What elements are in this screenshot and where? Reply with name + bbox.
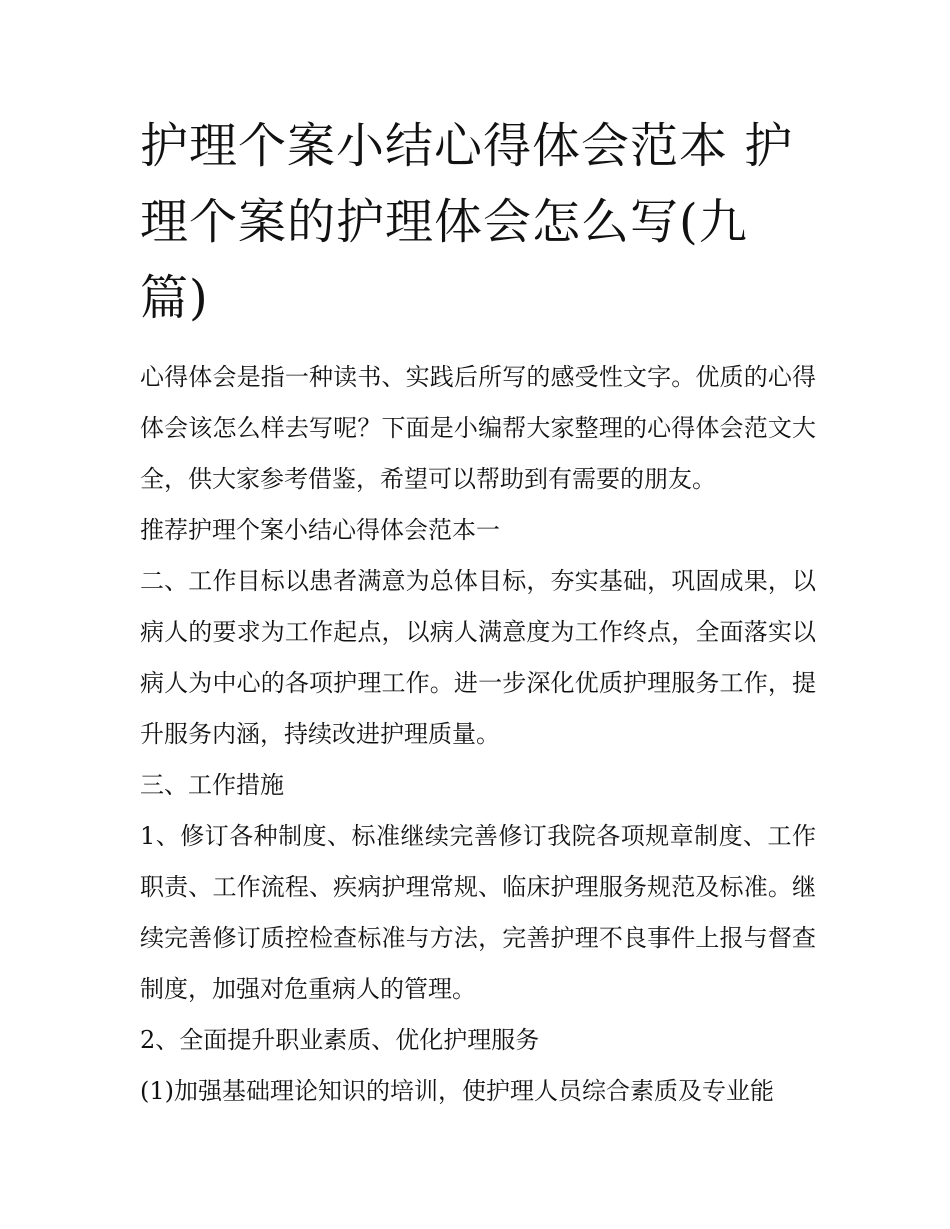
document-title: 护理个案小结心得体会范本 护理个案的护理体会怎么写(九篇) [140, 118, 794, 326]
work-goal-paragraph: 二、工作目标以患者满意为总体目标，夯实基础，巩固成果，以病人的要求为工作起点，以病人满意度为工作终点，全面落实以病人为中心的各项护理工作。进一步深化优质护理服务工作，提升服务内涵，持续改进护理质量。 [140, 567, 816, 748]
measure-2-item-1: (1)加强基础理论知识的培训，使护理人员综合素质及专业能 [140, 1077, 774, 1105]
section-heading-measures: 三、工作措施 [140, 771, 284, 799]
intro-paragraph: 心得体会是指一种读书、实践后所写的感受性文字。优质的心得体会该怎么样去写呢？下面是小编帮大家整理的心得体会范文大全，供大家参考借鉴，希望可以帮助到有需要的朋友。 [140, 363, 816, 493]
measure-1-paragraph: 1、修订各种制度、标准继续完善修订我院各项规章制度、工作职责、工作流程、疾病护理常规、临床护理服务规范及标准。继续完善修订质控检查标准与方法，完善护理不良事件上报与督查制度，加强对危重病人的管理。 [140, 822, 816, 1003]
measure-2-heading: 2、全面提升职业素质、优化护理服务 [140, 1026, 540, 1054]
section-heading-recommend: 推荐护理个案小结心得体会范本一 [140, 516, 500, 544]
document-body [140, 108, 816, 1117]
